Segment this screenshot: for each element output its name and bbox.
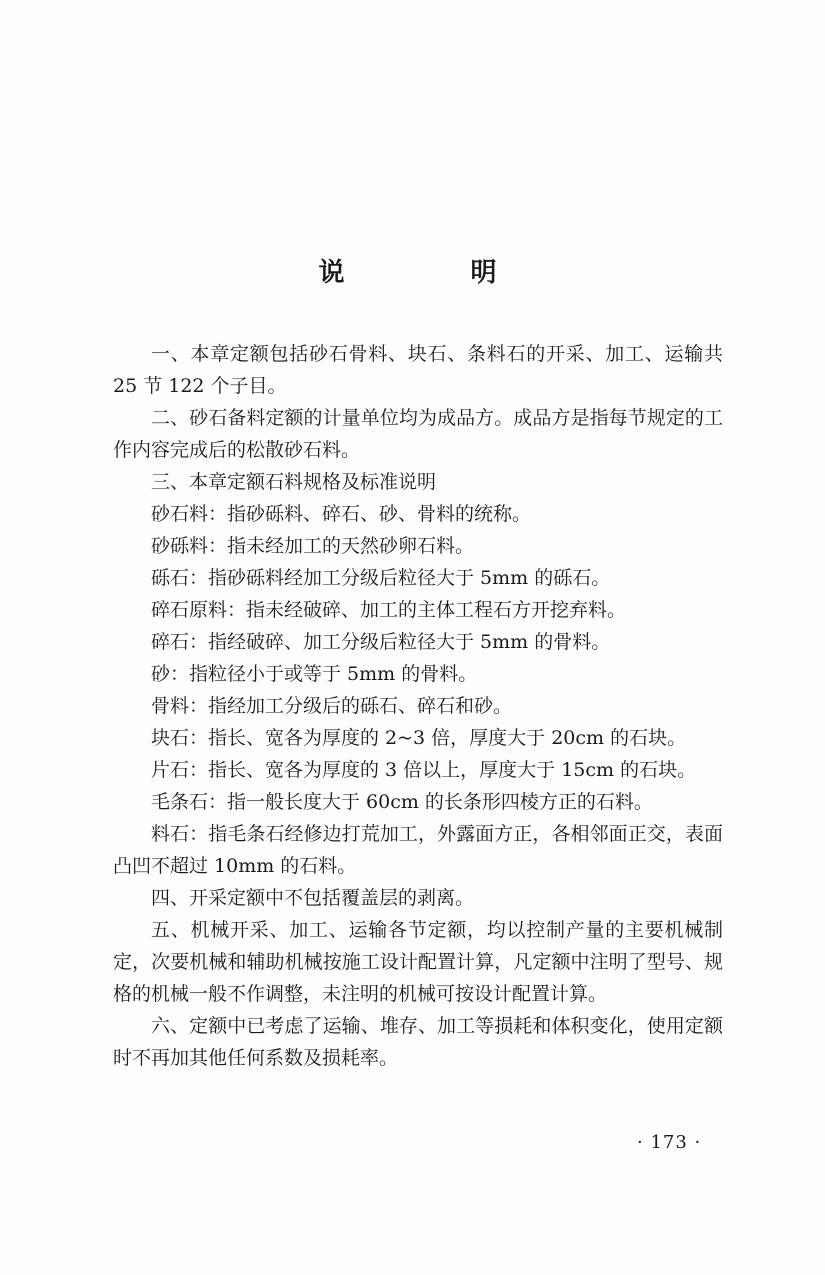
definition-natural-gravel: 砂砾料：指未经加工的天然砂卵石料。 bbox=[151, 535, 475, 557]
definition-sand-gravel-material: 砂石料：指砂砾料、碎石、砂、骨料的统称。 bbox=[151, 503, 532, 525]
definition-flag-stone: 片石：指长、宽各为厚度的 3 倍以上，厚度大于 15cm 的石块。 bbox=[151, 759, 697, 781]
page-number: · 173 · bbox=[637, 1132, 702, 1153]
paragraph-4: 四、开采定额中不包括覆盖层的剥离。 bbox=[151, 887, 475, 909]
definition-gravel: 砾石：指砂砾料经加工分级后粒径大于 5mm 的砾石。 bbox=[151, 567, 611, 589]
definition-crushed-stone-raw: 碎石原料：指未经破碎、加工的主体工程石方开挖弃料。 bbox=[151, 599, 627, 621]
paragraph-6: 六、定额中已考虑了运输、堆存、加工等损耗和体积变化，使用定额时不再加其他任何系数及损耗率。 bbox=[113, 1015, 723, 1069]
definition-block-stone: 块石：指长、宽各为厚度的 2~3 倍，厚度大于 20cm 的石块。 bbox=[151, 727, 687, 749]
paragraph-5: 五、机械开采、加工、运输各节定额，均以控制产量的主要机械制定，次要机械和辅助机械按施工设计配置计算，凡定额中注明了型号、规格的机械一般不作调整，未注明的机械可按设计配置计算。 bbox=[113, 919, 723, 1005]
paragraph-1: 一、本章定额包括砂石骨料、块石、条料石的开采、加工、运输共 25 节 122 个子目。 bbox=[113, 343, 723, 397]
paragraph-3: 三、本章定额石料规格及标准说明 bbox=[151, 471, 437, 493]
definition-crushed-stone: 碎石：指经破碎、加工分级后粒径大于 5mm 的骨料。 bbox=[151, 631, 611, 653]
definition-dressed-stone: 料石：指毛条石经修边打荒加工，外露面方正，各相邻面正交，表面凸凹不超过 10mm 的石料。 bbox=[113, 823, 723, 877]
definition-aggregate: 骨料：指经加工分级后的砾石、碎石和砂。 bbox=[151, 695, 513, 717]
definition-sand: 砂：指粒径小于或等于 5mm 的骨料。 bbox=[151, 663, 478, 685]
body-text bbox=[113, 338, 723, 1074]
definition-rough-strip-stone: 毛条石：指一般长度大于 60cm 的长条形四棱方正的石料。 bbox=[151, 791, 653, 813]
page-title: 说 明 bbox=[318, 258, 547, 288]
paragraph-2: 二、砂石备料定额的计量单位均为成品方。成品方是指每节规定的工作内容完成后的松散砂石料。 bbox=[113, 407, 723, 461]
